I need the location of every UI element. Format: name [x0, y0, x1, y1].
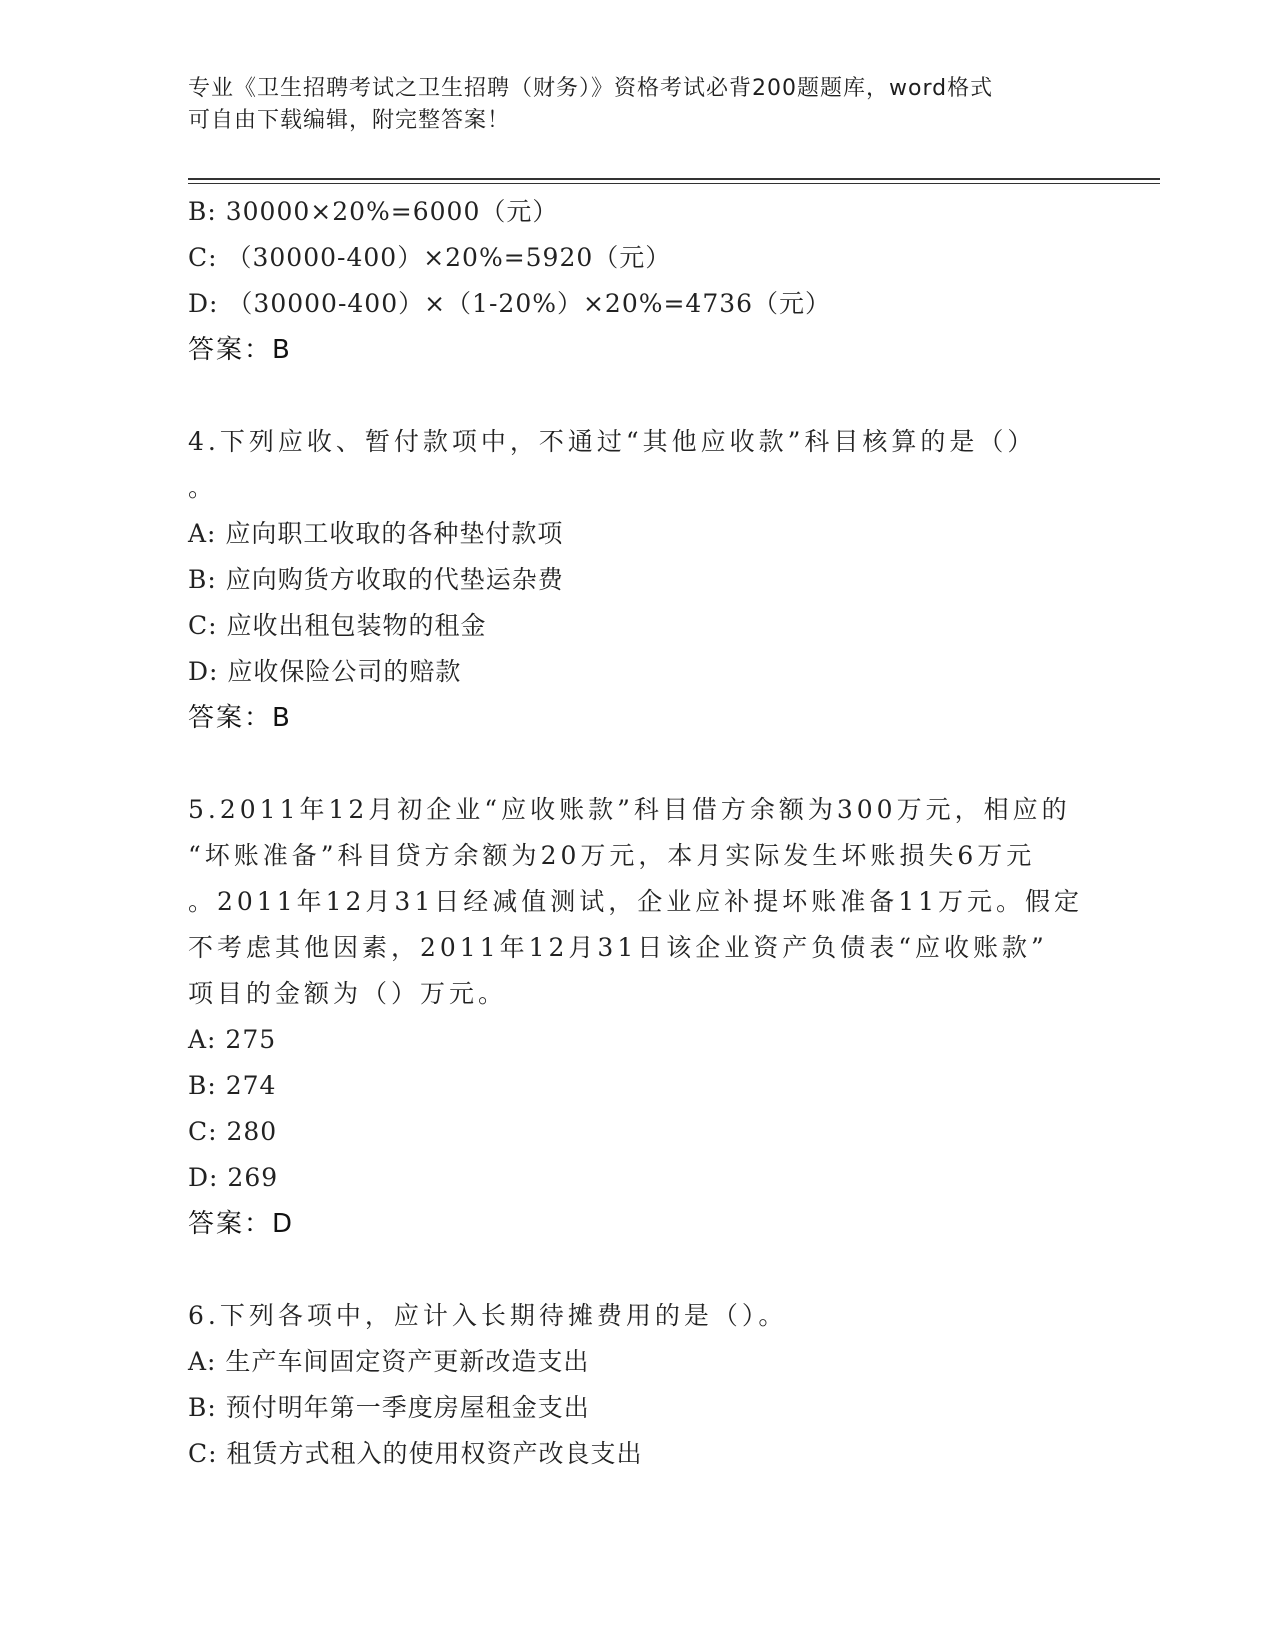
question-4 [188, 419, 1088, 741]
question-content [188, 189, 1088, 1477]
question-text [188, 1293, 1088, 1339]
option-b: B: 应向购货方收取的代垫运杂费 [188, 565, 564, 594]
question-line: “坏账准备”科目贷方余额为20万元，本月实际发生坏账损失6万元 [188, 841, 1036, 870]
answer-line: 答案：B [188, 335, 292, 365]
option-c: C: （30000-400）×20%=5920（元） [188, 243, 672, 272]
option-c: C: 应收出租包装物的租金 [188, 611, 487, 640]
question-3 [188, 189, 1088, 373]
question-line: 。 [188, 473, 218, 502]
header-line-2: 可自由下载编辑，附完整答案！ [188, 108, 511, 133]
question-line: 项目的金额为（）万元。 [188, 979, 508, 1008]
question-line: 5.2011年12月初企业“应收账款”科目借方余额为300万元，相应的 [188, 795, 1071, 824]
header-divider-thin [188, 183, 1160, 184]
header-line-1: 专业《卫生招聘考试之卫生招聘（财务）》资格考试必背200题题库，word格式 [188, 76, 994, 101]
question-text [188, 419, 1088, 511]
option-a: A: 应向职工收取的各种垫付款项 [188, 519, 564, 548]
question-line: 。2011年12月31日经减值测试，企业应补提坏账准备11万元。假定 [188, 887, 1084, 916]
question-5 [188, 787, 1088, 1247]
option-c: C: 租赁方式租入的使用权资产改良支出 [188, 1439, 643, 1468]
question-6 [188, 1293, 1088, 1477]
spacer [188, 741, 1088, 787]
question-line: 4.下列应收、暂付款项中，不通过“其他应收款”科目核算的是（） [188, 427, 1037, 456]
header-divider-thick [188, 178, 1160, 180]
option-b: B: 274 [188, 1071, 277, 1100]
answer-line: 答案：D [188, 1209, 295, 1239]
option-d: D: 应收保险公司的赔款 [188, 657, 462, 686]
question-line: 不考虑其他因素，2011年12月31日该企业资产负债表“应收账款” [188, 933, 1048, 962]
spacer [188, 373, 1088, 419]
option-b: B: 预付明年第一季度房屋租金支出 [188, 1393, 590, 1422]
answer-line: 答案：B [188, 703, 292, 733]
question-line: 6.下列各项中，应计入长期待摊费用的是（）。 [188, 1301, 788, 1330]
option-d: D: 269 [188, 1163, 279, 1192]
option-c: C: 280 [188, 1117, 278, 1146]
spacer [188, 1247, 1088, 1293]
option-a: A: 275 [188, 1025, 277, 1054]
question-text [188, 787, 1088, 1017]
option-b: B: 30000×20%=6000（元） [188, 197, 559, 226]
document-header [188, 73, 1088, 137]
option-d: D: （30000-400）×（1-20%）×20%=4736（元） [188, 289, 832, 318]
option-a: A: 生产车间固定资产更新改造支出 [188, 1347, 590, 1376]
